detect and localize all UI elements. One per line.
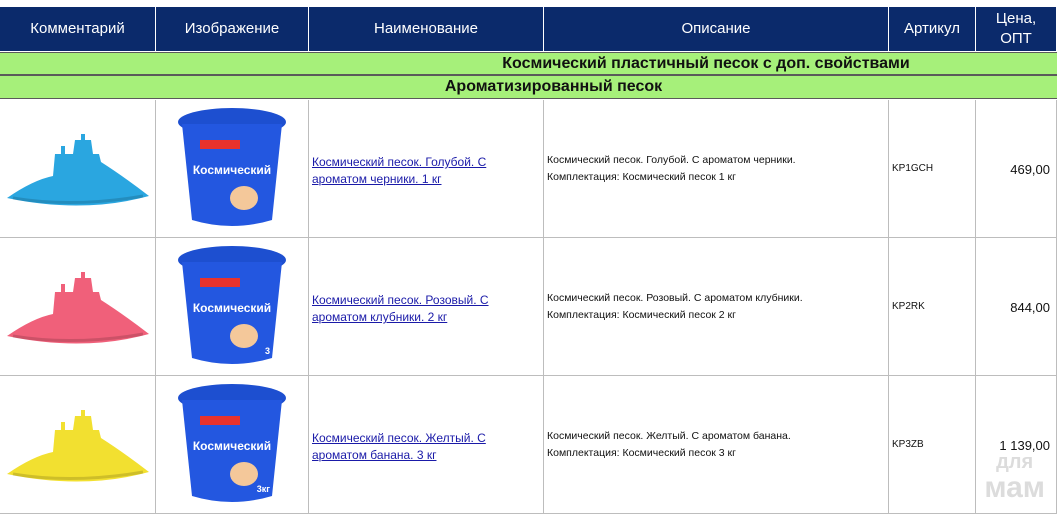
subsection-band[interactable] [0,75,1057,99]
name-cell[interactable] [309,100,544,238]
price-cell[interactable] [976,100,1057,238]
sand-castle-image [3,110,153,230]
table-row[interactable] [0,100,1057,238]
package-label-text: Космический [192,439,272,453]
package-weight-text: 3кг [256,484,270,494]
description-line2: Комплектация: Космический песок 1 кг [547,171,736,183]
description-line1: Космический песок. Голубой. С ароматом черники. [547,154,796,166]
header-comment[interactable] [0,7,156,51]
sku-cell[interactable] [889,238,976,376]
product-description [547,152,887,186]
sand-package-image [172,104,292,232]
watermark-line2: мам [984,471,1045,504]
product-price: 844,00 [1010,300,1050,315]
section-title: Космический пластичный песок с доп. свойствами [502,54,910,72]
package-label-text: Космический [192,163,272,177]
header-name[interactable] [309,7,544,51]
name-cell[interactable] [309,238,544,376]
product-sku: KP2RK [892,301,925,312]
name-cell[interactable] [309,376,544,514]
product-name-link[interactable]: Космический песок. Голубой. С ароматом черники. 1 кг [312,155,487,186]
header-description[interactable] [544,7,889,51]
comment-cell[interactable] [0,238,156,376]
image-cell[interactable] [156,238,309,376]
sand-package-image [172,380,292,508]
header-image-label: Изображение [184,20,280,37]
comment-cell[interactable] [0,100,156,238]
product-description [547,290,887,324]
sand-package-image [172,242,292,370]
watermark-line1: для [996,451,1034,473]
product-description [547,428,887,462]
header-description-label: Описание [681,20,751,37]
header-sku[interactable] [889,7,976,51]
watermark [984,449,1045,504]
image-cell[interactable] [156,100,309,238]
section-band[interactable] [0,52,1057,75]
product-sku: KP3ZB [892,439,924,450]
product-price: 1 139,00 [999,438,1050,453]
sand-castle-image [3,386,153,506]
description-cell[interactable] [544,100,889,238]
description-line1: Космический песок. Розовый. С ароматом клубники. [547,292,803,304]
header-price-line1: Цена, [995,10,1037,27]
price-cell[interactable] [976,238,1057,376]
description-line2: Комплектация: Космический песок 2 кг [547,309,736,321]
description-line1: Космический песок. Желтый. С ароматом банана. [547,430,791,442]
subsection-title: Ароматизированный песок [444,78,663,95]
header-sku-label: Артикул [904,20,960,37]
product-name-link[interactable]: Космический песок. Желтый. С ароматом банана. 3 кг [312,431,486,462]
image-cell[interactable] [156,376,309,514]
header-comment-label: Комментарий [30,20,125,37]
package-weight-text: 3 [264,346,270,356]
sku-cell[interactable] [889,376,976,514]
header-image[interactable] [156,7,309,51]
comment-cell[interactable] [0,376,156,514]
sand-castle-image [3,248,153,368]
description-cell[interactable] [544,376,889,514]
product-price: 469,00 [1010,162,1050,177]
header-price-line2: ОПТ [1000,30,1032,47]
product-name-link[interactable]: Космический песок. Розовый. С ароматом клубники. 2 кг [312,293,489,324]
description-line2: Комплектация: Космический песок 3 кг [547,447,736,459]
package-label-text: Космический [192,301,272,315]
table-row[interactable] [0,376,1057,514]
product-sku: KP1GCH [892,163,934,174]
header-name-label: Наименование [374,20,478,37]
table-row[interactable] [0,238,1057,376]
sku-cell[interactable] [889,100,976,238]
description-cell[interactable] [544,238,889,376]
header-price[interactable] [976,7,1057,51]
